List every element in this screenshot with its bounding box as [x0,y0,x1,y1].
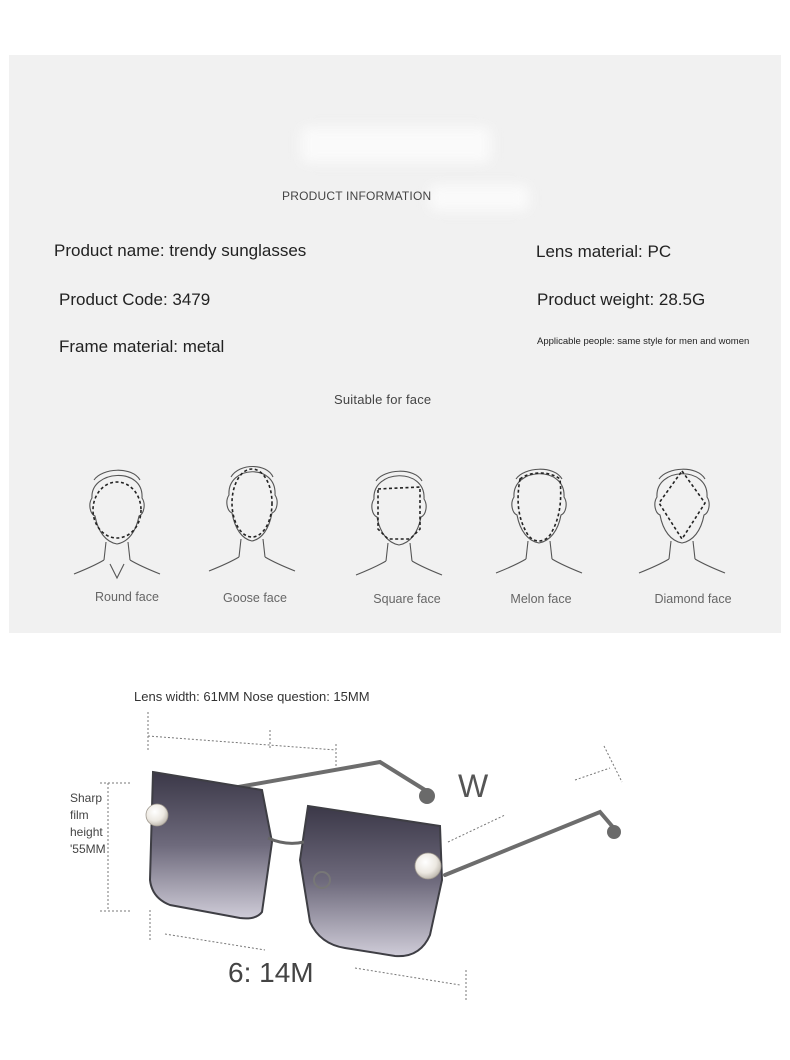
square-face-sketch-icon [354,459,444,589]
goose-face-sketch-icon [207,455,297,585]
face-label-melon: Melon face [510,592,572,606]
lens-height-label: Sharp film height '55MM [70,791,106,856]
sunglasses-dimension-diagram [0,640,790,1060]
product-name: Product name: trendy sunglasses [54,241,307,260]
temple-tip-icon [419,788,435,804]
product-weight: Product weight: 28.5G [537,290,706,309]
melon-face-figure [494,457,584,587]
width-letter: W [458,768,489,804]
pearl-accent-icon [146,804,168,826]
square-face-figure [354,459,444,589]
right-lens [300,806,442,956]
pearl-accent-icon [415,853,441,879]
section-title: PRODUCT INFORMATION [282,189,432,203]
suitable-face-heading: Suitable for face [334,392,432,407]
face-label-diamond: Diamond face [654,592,732,606]
lens-material: Lens material: PC [536,242,672,261]
lens-nose-dimension-label: Lens width: 61MM Nose question: 15MM [134,689,370,704]
frame-material: Frame material: metal [59,337,225,356]
temple-length-label: 6: 14M [228,957,314,988]
goose-face-figure [207,455,297,585]
melon-face-sketch-icon [494,457,584,587]
nose-bridge [268,838,304,843]
temple-tip-icon [607,825,621,839]
faded-subtitle-watermark [429,185,529,211]
face-label-round: Round face [95,590,159,604]
face-label-goose: Goose face [223,591,287,605]
product-code: Product Code: 3479 [59,290,211,309]
applicable-people: Applicable people: same style for men and women [537,336,750,347]
diamond-face-figure [637,457,727,587]
round-face-figure [72,458,162,588]
product-info-panel [9,55,781,633]
left-lens [150,772,272,918]
faded-logo-watermark [301,127,491,163]
round-face-sketch-icon [72,458,162,588]
face-label-square: Square face [373,592,441,606]
diamond-face-sketch-icon [637,457,727,587]
